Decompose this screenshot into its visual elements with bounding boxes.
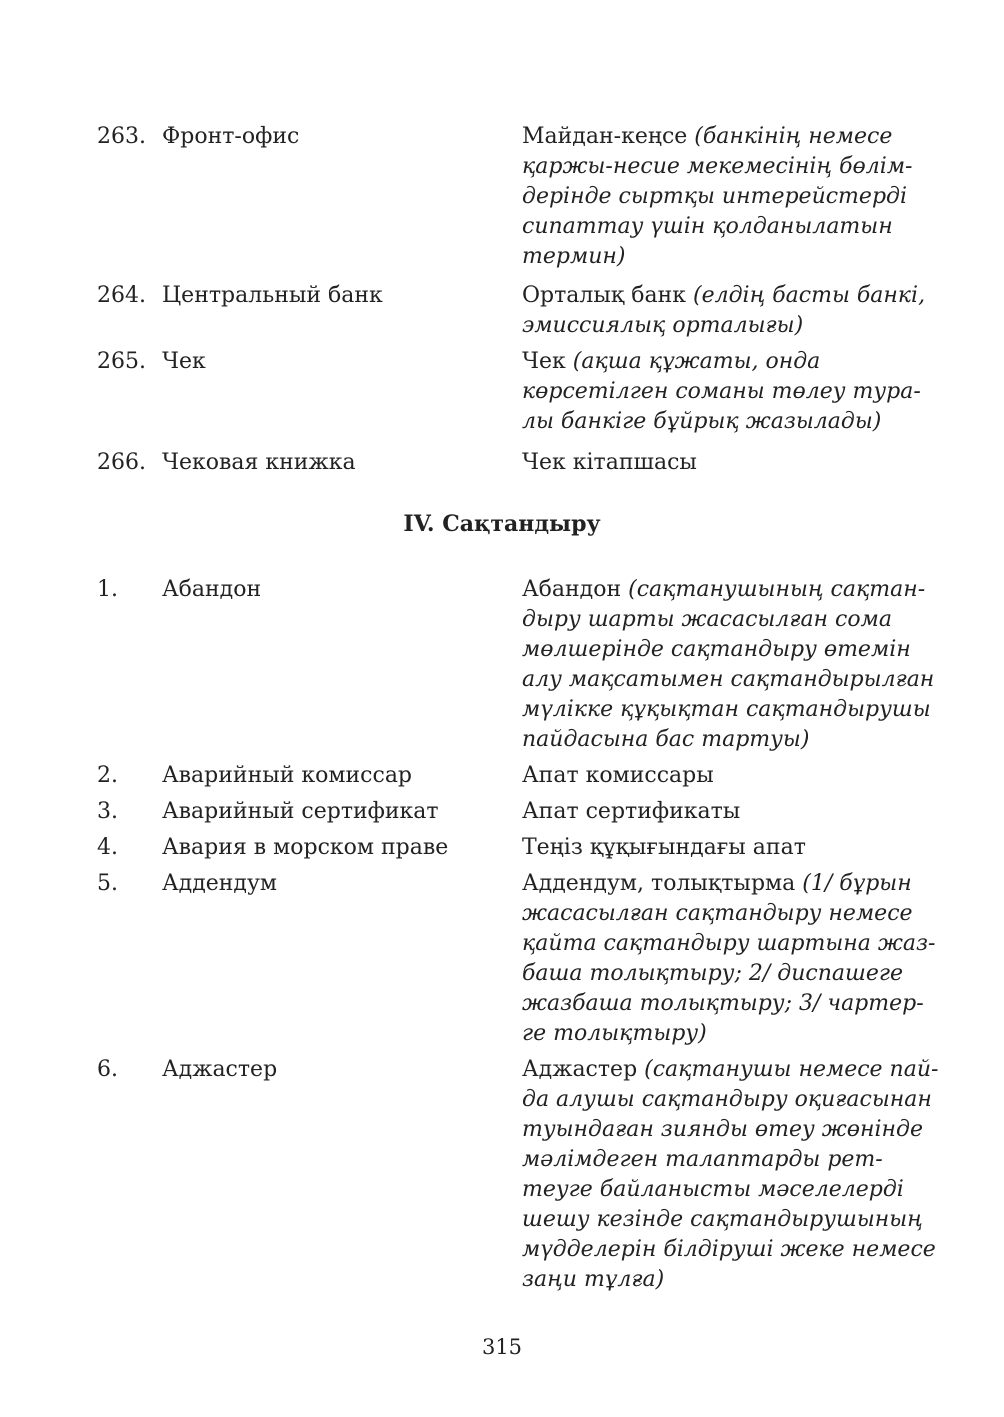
entry-number: 6.: [97, 1057, 118, 1082]
entry-definition-kz: Чек кітапшасы: [522, 450, 697, 475]
entry-definition-kz: Чек (ақша құжаты, онда көрсетілген соманы төлеу тура- лы банкіге бұйрық жазылады): [522, 349, 921, 434]
entry-term-ru: Чек: [162, 349, 206, 374]
entry-term-ru: Центральный банк: [162, 283, 383, 308]
entry-definition-kz: Аддендум, толықтырма (1/ бұрын жасасылған сақтандыру немесе қайта сақтандыру шартына жаз- баша толықтыру; 2/ диспашеге жазбаша толықтыру; 3/ чартер- ге толықтыру): [522, 871, 936, 1046]
entry-number: 5.: [97, 871, 118, 896]
entry-term-ru: Аварийный комиссар: [162, 763, 413, 788]
entry-term-ru: Аддендум: [162, 871, 278, 896]
entry-definition-kz: Апат комиссары: [522, 763, 714, 788]
entry-term-ru: Аджастер: [162, 1057, 278, 1082]
entry-number: 264.: [97, 283, 146, 308]
entry-term-ru: Чековая книжка: [162, 450, 356, 475]
entry-term-ru: Фронт-офис: [162, 124, 300, 149]
page-number: 315: [481, 1335, 523, 1359]
entry-definition-kz: Теңіз құқығындағы апат: [522, 835, 806, 860]
section-heading: IV. Сақтандыру: [403, 511, 601, 537]
entry-number: 265.: [97, 349, 146, 374]
entry-definition-kz: Аджастер (сақтанушы немесе пай- да алушы сақтандыру оқиғасынан туындаған зиянды өтеу жөнінде мәлімдеген талаптарды рет- теуге байланысты мәселелерді шешу кезінде сақтандырушының мүдделерін білдіруші жеке немесе заңи тұлға): [522, 1057, 939, 1292]
entry-number: 266.: [97, 450, 146, 475]
entry-definition-kz: Апат сертификаты: [522, 799, 741, 824]
entry-term-ru: Абандон: [162, 577, 262, 602]
entry-number: 3.: [97, 799, 118, 824]
entry-number: 1.: [97, 577, 118, 602]
entry-number: 263.: [97, 124, 146, 149]
entry-term-ru: Аварийный сертификат: [162, 799, 439, 824]
entry-definition-kz: Абандон (сақтанушының сақтан- дыру шарты жасасылған сома мөлшерінде сақтандыру өтемін алу мақсатымен сақтандырылған мүлікке құқықтан сақтандырушы пайдасына бас тартуы): [522, 577, 935, 752]
entry-number: 2.: [97, 763, 118, 788]
entry-number: 4.: [97, 835, 118, 860]
entry-definition-kz: Орталық банк (елдің басты банкі, эмиссиялық орталығы): [522, 283, 926, 338]
entry-definition-kz: Майдан-кеңсе (банкінің немесе қаржы-несие мекемесінің бөлім- дерінде сыртқы интерейстерді сипаттау үшін қолданылатын термин): [522, 124, 913, 269]
entry-term-ru: Авария в морском праве: [162, 835, 449, 860]
